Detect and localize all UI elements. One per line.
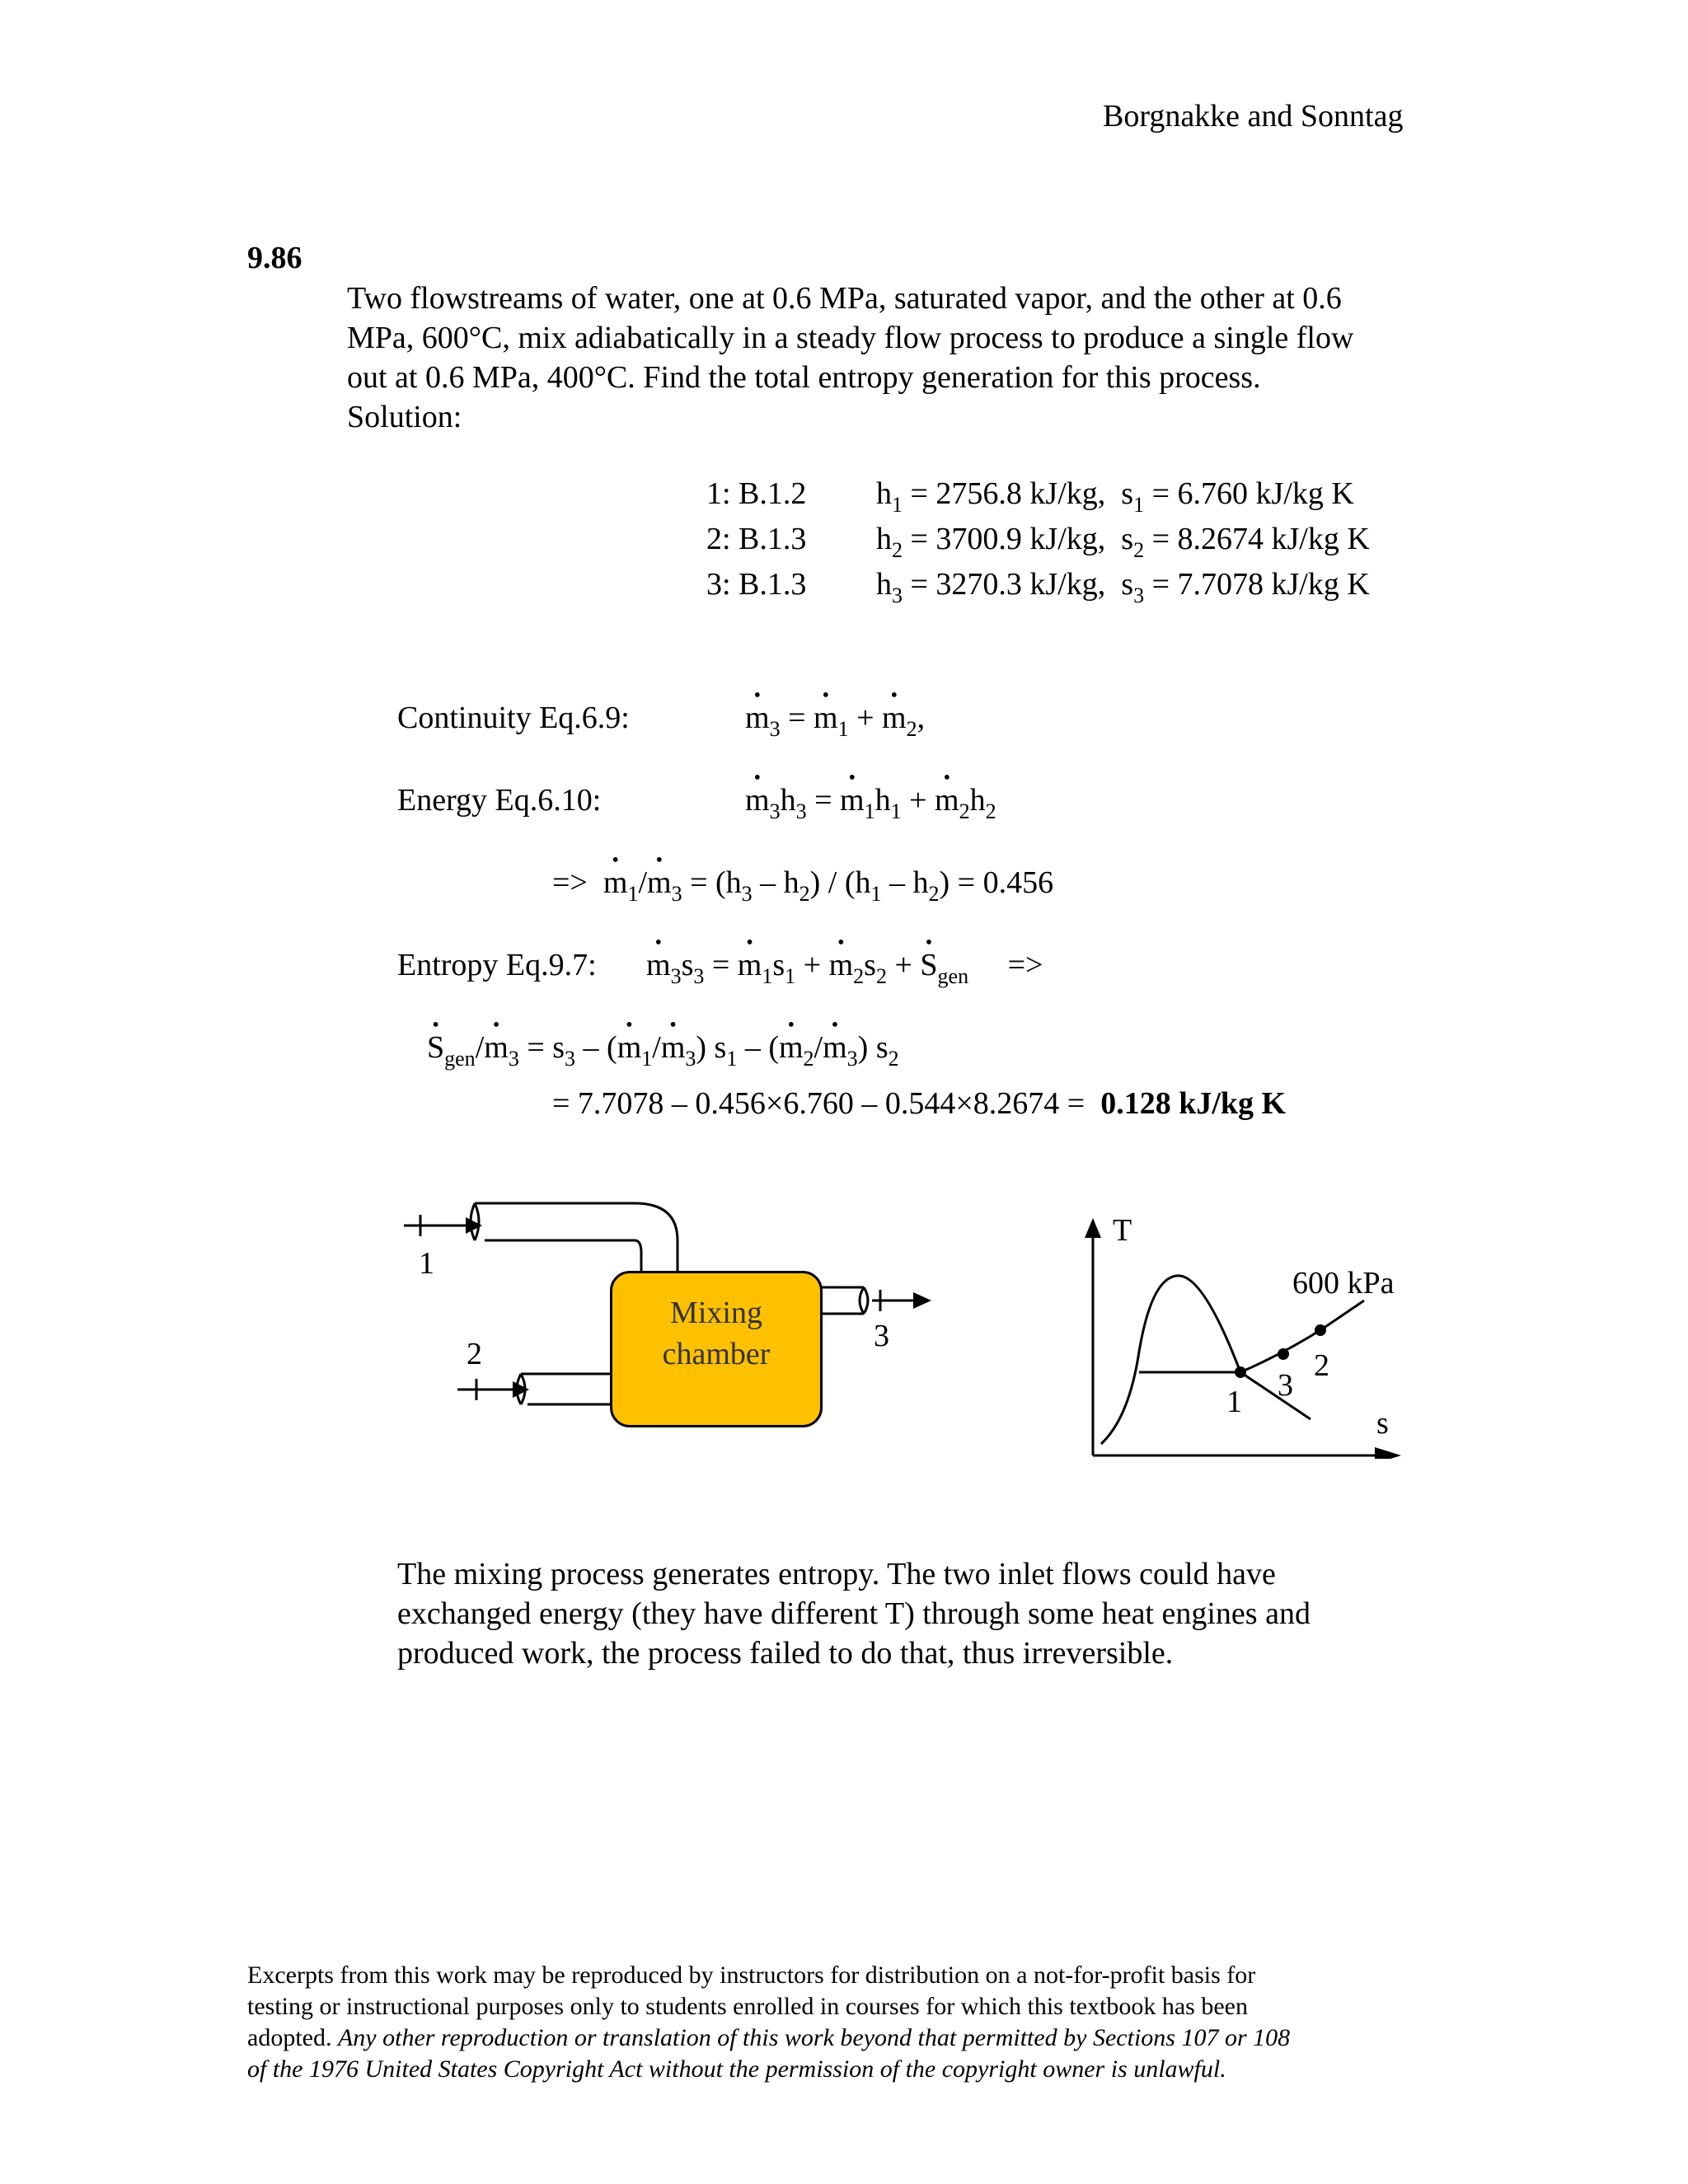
statement-line-1: Two flowstreams of water, one at 0.6 MPa, saturated vapor, and the other at 0.6 — [347, 281, 1342, 316]
conclusion-paragraph — [397, 1554, 1311, 1673]
s-axis-arrowhead — [1375, 1447, 1401, 1459]
state-3-enthalpy: $h_3 = 3270.3$ kJ/kg, $s_3 = 7.7078$ kJ/kg K — [876, 567, 1370, 607]
conclusion-line-1: The mixing process generates entropy. The two inlet flows could have — [397, 1557, 1276, 1591]
mass-ratio-equation: => • $m_1/•$ $m_3 = (h_3 - h_2) / (h_1 - h_2) = 0.456$ — [552, 867, 1053, 898]
inlet-2-arrowhead — [513, 1381, 529, 1398]
final-answer: 0.128 kJ/kg K — [1100, 1086, 1287, 1121]
mixing-chamber — [610, 1271, 823, 1427]
state-2-point — [1315, 1324, 1326, 1336]
conclusion-line-3: produced work, the process failed to do that, thus irreversible. — [397, 1636, 1174, 1671]
ts-state-2-label: 2 — [1314, 1348, 1329, 1383]
footer-line-1: Excerpts from this work may be reproduced by instructors for distribution on a not-for-profit basis for — [247, 1961, 1256, 1989]
footer-line-3: adopted. Any other reproduction or translation of this work beyond that permitted by Sections 107 or 108 — [247, 2024, 1291, 2051]
inlet-1-pipe-top — [475, 1203, 678, 1273]
problem-number: 9.86 — [247, 241, 302, 275]
t-axis-arrowhead — [1085, 1218, 1101, 1238]
energy-label: Energy Eq.6.10: — [397, 783, 602, 818]
ts-diagram — [1071, 1212, 1418, 1459]
continuity-label: Continuity Eq.6.9: — [397, 701, 630, 735]
s-axis-label: s — [1376, 1406, 1389, 1441]
conclusion-line-2: exchanged energy (they have different T) through some heat engines and — [397, 1596, 1311, 1631]
chamber-label-line-2: chamber — [662, 1337, 771, 1371]
chamber-label-line-1: Mixing — [670, 1296, 762, 1330]
inlet-1-pipe-end — [475, 1203, 479, 1240]
solution-label: Solution: — [347, 400, 462, 434]
outlet-3-label: 3 — [874, 1319, 889, 1353]
inlet-2-label: 2 — [467, 1337, 482, 1371]
entropy-equation: • $m_3s_3$ = • $m_1s_1$ + • $m_2s_2$ + • $S_{gen}$ => — [646, 949, 1043, 981]
state-3-label: 3: B.1.3 — [706, 567, 807, 602]
state-2-label: 2: B.1.3 — [706, 522, 807, 556]
sgen-numeric: = 7.7078 – 0.456×6.760 – 0.544×8.2674 = 0.128 kJ/kg K — [552, 1086, 1287, 1121]
ts-state-1-label: 1 — [1226, 1385, 1242, 1419]
saturation-dome — [1101, 1276, 1311, 1444]
entropy-label: Entropy Eq.9.7: — [397, 948, 597, 982]
t-axis-label: T — [1113, 1213, 1132, 1248]
page-header-author: Borgnakke and Sonntag — [1103, 99, 1404, 134]
statement-line-2: MPa, 600°C, mix adiabatically in a steady flow process to produce a single flow — [347, 321, 1354, 355]
energy-equation: • $m_3h_3$ = • $m_1h_1$ + • $m_2h_2$ — [745, 785, 996, 816]
state-1-label: 1: B.1.2 — [706, 476, 807, 511]
outlet-3-arrowhead — [913, 1292, 931, 1309]
isobar-superheated — [1240, 1301, 1364, 1372]
footer-line-2: testing or instructional purposes only to students enrolled in courses for which this textbook has been — [247, 1993, 1248, 2020]
copyright-footer — [247, 1960, 1290, 2085]
footer-line-4: of the 1976 United States Copyright Act without the permission of the copyright owner is unlawful. — [247, 2055, 1226, 2083]
inlet-1-pipe-bottom — [485, 1240, 641, 1273]
ts-state-3-label: 3 — [1278, 1368, 1293, 1403]
sgen-equation: • $S_{gen}/•$ $m_3 = s_3$ – (• $m_1/•$ $m_3$) $s_1$ – (• $m_2/•$ $m_3$) $s_2$ — [427, 1032, 899, 1063]
pressure-label: 600 kPa — [1292, 1266, 1395, 1301]
statement-line-3: out at 0.6 MPa, 400°C. Find the total entropy generation for this process. — [347, 360, 1261, 395]
state-1-point — [1235, 1366, 1246, 1378]
state-3-point — [1278, 1348, 1289, 1360]
state-1-enthalpy: $h_1 = 2756.8$ kJ/kg, $s_1 = 6.760$ kJ/kg K — [876, 476, 1354, 517]
inlet-1-label: 1 — [419, 1246, 434, 1281]
state-2-enthalpy: $h_2 = 3700.9$ kJ/kg, $s_2 = 8.2674$ kJ/kg K — [876, 522, 1370, 562]
problem-statement — [347, 279, 1353, 437]
continuity-equation: • $m_3$ = • $m_1$ + • $m_2$, — [745, 702, 925, 733]
